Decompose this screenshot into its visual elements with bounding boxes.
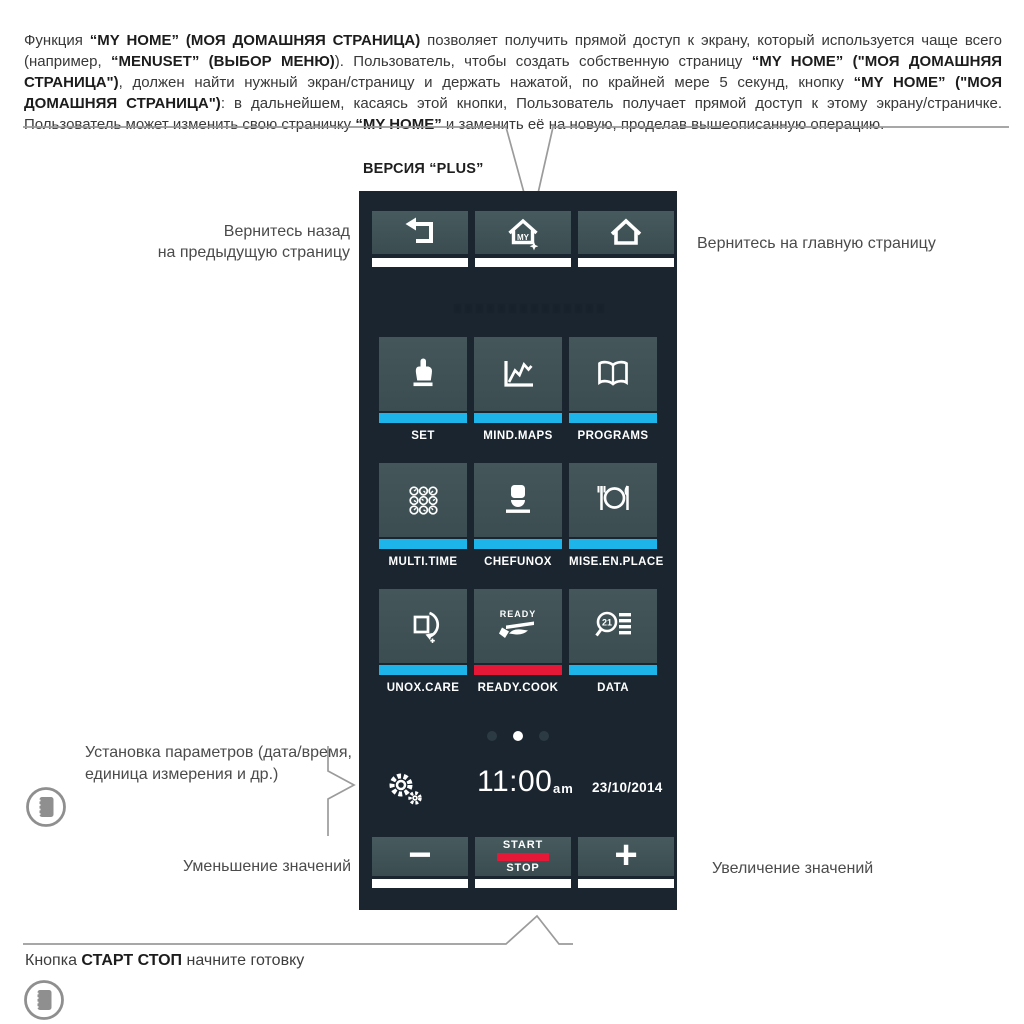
manual-booklet-icon — [23, 979, 65, 1021]
back-icon — [400, 213, 440, 253]
increase-button[interactable] — [578, 832, 674, 888]
back-button[interactable] — [372, 211, 468, 267]
oven-touchscreen-panel — [359, 191, 677, 910]
programs-icon — [593, 354, 633, 394]
start-label: START — [502, 838, 544, 851]
callout-line-startstop — [23, 916, 573, 944]
key-underline — [475, 879, 571, 888]
plus-icon: + — [614, 832, 638, 877]
svg-text:MY: MY — [517, 232, 529, 242]
annotation-decrease: Уменьшение значений — [182, 858, 351, 875]
tile-accent-bar — [474, 539, 562, 549]
ready-cook-icon — [496, 606, 540, 646]
tile-accent-bar — [569, 413, 657, 423]
key-underline — [578, 258, 674, 267]
tile-data[interactable]: 21 DATA — [569, 589, 657, 694]
ghost-text-smudge — [454, 304, 604, 313]
tile-mind-maps[interactable]: MIND.MAPS — [474, 337, 562, 442]
version-label: ВЕРСИЯ “PLUS” — [363, 161, 484, 177]
annotation-home-button: Вернитесь на главную страницу — [697, 235, 936, 252]
minus-icon: − — [408, 832, 432, 877]
tile-chefunox[interactable]: CHEFUNOX — [474, 463, 562, 568]
tile-set[interactable]: SET — [379, 337, 467, 442]
annotation-settings: Установка параметров (дата/время, единица измерения и др.) — [85, 744, 352, 783]
home-button[interactable] — [578, 211, 674, 267]
mind-maps-icon — [498, 354, 538, 394]
start-stop-red-bar — [497, 853, 549, 861]
start-stop-button[interactable] — [475, 837, 571, 888]
pagination-dots — [359, 731, 677, 741]
data-icon — [593, 606, 633, 646]
mise-en-place-icon — [593, 480, 633, 520]
multi-time-icon — [403, 480, 443, 520]
clock-time: 11:00 — [477, 765, 553, 798]
decrease-button[interactable] — [372, 832, 468, 888]
pagination-dot — [513, 731, 523, 741]
tile-accent-bar — [569, 539, 657, 549]
gear-icon — [385, 769, 425, 809]
home-icon — [606, 213, 646, 253]
tile-accent-bar — [474, 413, 562, 423]
pagination-dot — [487, 731, 497, 741]
annotation-back-button: Вернитесь назад на предыдущую страницу — [157, 223, 350, 261]
tile-accent-bar — [474, 665, 562, 675]
tile-multi-time[interactable]: MULTI.TIME — [379, 463, 467, 568]
tile-accent-bar — [379, 665, 467, 675]
tile-accent-bar — [569, 665, 657, 675]
chefunox-icon — [498, 480, 538, 520]
tile-mise-en-place[interactable]: MISE.EN.PLACE — [569, 463, 657, 568]
manual-booklet-icon — [25, 786, 67, 828]
settings-gear-button[interactable] — [385, 769, 425, 809]
my-home-button[interactable] — [475, 211, 571, 267]
tile-accent-bar — [379, 413, 467, 423]
svg-text:READY: READY — [499, 609, 537, 619]
key-underline — [372, 258, 468, 267]
annotation-start-stop-caption: Кнопка СТАРТ СТОП начните готовку — [25, 952, 305, 969]
clock-date: 23/10/2014 — [592, 780, 663, 795]
clock-meridiem: am — [553, 781, 574, 796]
tile-ready-cook[interactable]: READY READY.COOK — [474, 589, 562, 694]
tile-programs[interactable]: PROGRAMS — [569, 337, 657, 442]
key-underline — [372, 879, 468, 888]
key-underline — [475, 258, 571, 267]
my-home-icon — [503, 213, 543, 253]
intro-paragraph: Функция “MY HOME” (МОЯ ДОМАШНЯЯ СТРАНИЦА) позволяет получить прямой доступ к экрану, который используется чаще всего (например, “MENUSET” (ВЫБОР МЕНЮ)). Пользователь, чтобы создать собственную страницу “MY HOME” ("МОЯ ДОМАШНЯЯ СТРАНИЦА"), должен найти нужный экран/страницу и держать нажатой, по крайней мере 5 секунд, кнопку “MY HOME” ("МОЯ ДОМАШНЯЯ СТРАНИЦА"): в дальнейшем, касаясь этой кнопки, Пользователь получает прямой доступ к этому экрану/страничке. Пользователь может изменить свою страничку “MY HOME” и заменить её на новую, проделав вышеописанную операцию. — [24, 32, 1003, 133]
annotation-increase: Увеличение значений — [712, 860, 874, 877]
tile-unox-care[interactable]: UNOX.CARE — [379, 589, 467, 694]
pagination-dot — [539, 731, 549, 741]
set-icon — [403, 354, 443, 394]
unox-care-icon — [403, 606, 443, 646]
tile-accent-bar — [379, 539, 467, 549]
svg-text:21: 21 — [601, 617, 613, 628]
stop-label: STOP — [506, 861, 540, 874]
key-underline — [578, 879, 674, 888]
